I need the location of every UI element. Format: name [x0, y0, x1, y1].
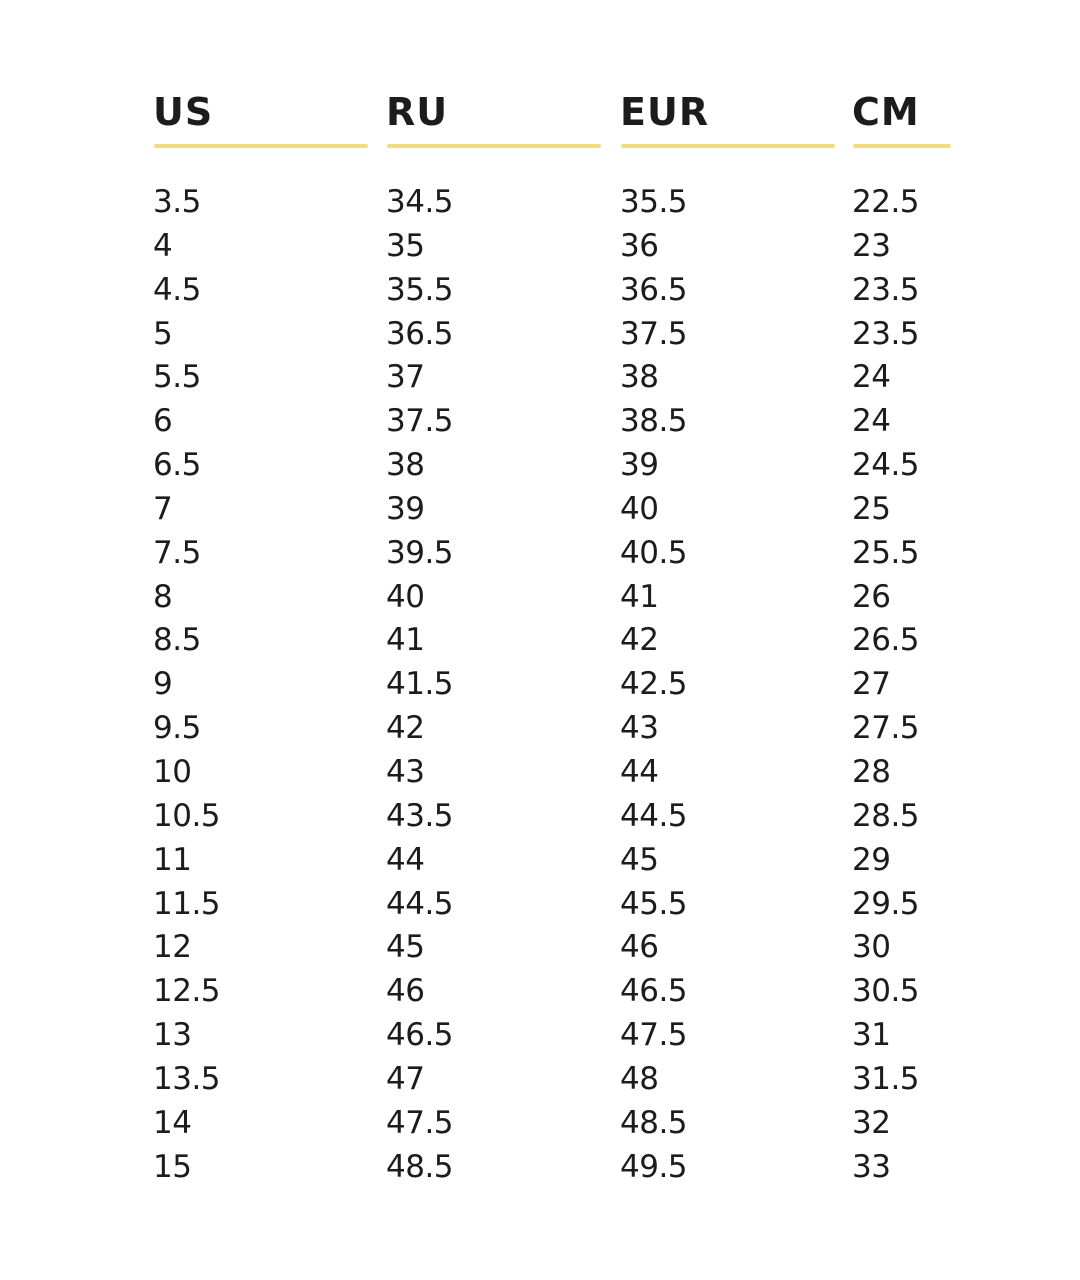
size-cell: 7.5	[153, 534, 201, 571]
size-cell: 40	[620, 490, 659, 527]
size-cell: 27	[852, 666, 891, 703]
size-cell: 47.5	[620, 1017, 688, 1054]
size-cell: 43	[386, 753, 425, 790]
size-cell: 23	[852, 227, 891, 264]
size-cell: 38	[386, 447, 425, 484]
size-cell: 14	[153, 1104, 192, 1141]
size-cell: 39	[386, 490, 425, 527]
size-cell: 22.5	[852, 184, 920, 220]
size-cell: 24.5	[852, 447, 920, 484]
size-cell: 37	[386, 359, 425, 396]
size-cell: 26	[852, 578, 891, 615]
size-cell: 25	[852, 490, 891, 527]
size-cell: 44.5	[386, 885, 454, 922]
size-cell: 31	[852, 1017, 891, 1054]
size-cell: 31.5	[852, 1060, 920, 1097]
size-cell: 36	[620, 227, 659, 264]
size-cell: 41	[620, 578, 659, 615]
size-cell: 42	[386, 710, 425, 747]
size-cell: 37.5	[386, 403, 454, 440]
size-cell: 43.5	[386, 797, 454, 834]
column-header-us: US	[153, 90, 214, 134]
size-cell: 38.5	[620, 403, 688, 440]
size-cell: 26.5	[852, 622, 920, 659]
size-cell: 24	[852, 403, 891, 440]
size-cell: 12	[153, 929, 192, 966]
size-cell: 45	[386, 929, 425, 966]
size-cell: 35	[386, 227, 425, 264]
size-cell: 49.5	[620, 1148, 688, 1185]
size-cell: 9.5	[153, 710, 201, 747]
size-cell: 5	[153, 315, 173, 352]
size-cell: 8.5	[153, 622, 201, 659]
size-cell: 13.5	[153, 1060, 221, 1097]
size-cell: 46	[386, 973, 425, 1010]
size-cell: 46	[620, 929, 659, 966]
size-cell: 25.5	[852, 534, 920, 571]
size-cell: 35.5	[386, 271, 454, 308]
size-cell: 42.5	[620, 666, 688, 703]
column-header-ru: RU	[386, 90, 449, 134]
size-cell: 46.5	[620, 973, 688, 1010]
size-cell: 36.5	[620, 271, 688, 308]
size-cell: 46.5	[386, 1017, 454, 1054]
column-values-ru	[386, 181, 453, 1189]
size-cell: 10.5	[153, 797, 221, 834]
size-cell: 40.5	[620, 534, 688, 571]
size-cell: 48.5	[386, 1148, 454, 1185]
size-cell: 4.5	[153, 271, 201, 308]
size-cell: 45.5	[620, 885, 688, 922]
size-cell: 30.5	[852, 973, 920, 1010]
size-cell: 30	[852, 929, 891, 966]
size-cell: 5.5	[153, 359, 201, 396]
size-cell: 37.5	[620, 315, 688, 352]
size-cell: 44.5	[620, 797, 688, 834]
size-cell: 35.5	[620, 184, 688, 220]
size-cell: 27.5	[852, 710, 920, 747]
header-underline	[621, 144, 835, 148]
size-cell: 29	[852, 841, 891, 878]
column-values-eur	[620, 181, 687, 1189]
size-cell: 9	[153, 666, 173, 703]
size-cell: 40	[386, 578, 425, 615]
size-cell: 42	[620, 622, 659, 659]
size-cell: 13	[153, 1017, 192, 1054]
size-cell: 4	[153, 227, 173, 264]
size-cell: 3.5	[153, 184, 201, 220]
size-cell: 45	[620, 841, 659, 878]
column-header-cm: CM	[852, 90, 920, 134]
size-cell: 32	[852, 1104, 891, 1141]
size-cell: 8	[153, 578, 173, 615]
size-cell: 36.5	[386, 315, 454, 352]
size-cell: 41	[386, 622, 425, 659]
column-header-eur: EUR	[620, 90, 710, 134]
size-cell: 11	[153, 841, 192, 878]
size-cell: 15	[153, 1148, 192, 1185]
size-cell: 43	[620, 710, 659, 747]
size-cell: 34.5	[386, 184, 454, 220]
size-cell: 48	[620, 1060, 659, 1097]
size-cell: 41.5	[386, 666, 454, 703]
size-cell: 48.5	[620, 1104, 688, 1141]
size-cell: 44	[620, 753, 659, 790]
size-cell: 23.5	[852, 271, 920, 308]
size-cell: 7	[153, 490, 173, 527]
column-values-us	[153, 181, 220, 1189]
size-cell: 39.5	[386, 534, 454, 571]
size-cell: 12.5	[153, 973, 221, 1010]
size-cell: 10	[153, 753, 192, 790]
column-values-cm	[852, 181, 919, 1189]
size-cell: 33	[852, 1148, 891, 1185]
size-cell: 6.5	[153, 447, 201, 484]
size-cell: 38	[620, 359, 659, 396]
size-cell: 44	[386, 841, 425, 878]
size-cell: 28	[852, 753, 891, 790]
size-cell: 47	[386, 1060, 425, 1097]
size-cell: 6	[153, 403, 173, 440]
size-cell: 47.5	[386, 1104, 454, 1141]
size-cell: 11.5	[153, 885, 221, 922]
header-underline	[154, 144, 368, 148]
size-cell: 39	[620, 447, 659, 484]
size-cell: 29.5	[852, 885, 920, 922]
size-cell: 23.5	[852, 315, 920, 352]
size-cell: 24	[852, 359, 891, 396]
size-cell: 28.5	[852, 797, 920, 834]
header-underline	[387, 144, 601, 148]
header-underline	[853, 144, 951, 148]
